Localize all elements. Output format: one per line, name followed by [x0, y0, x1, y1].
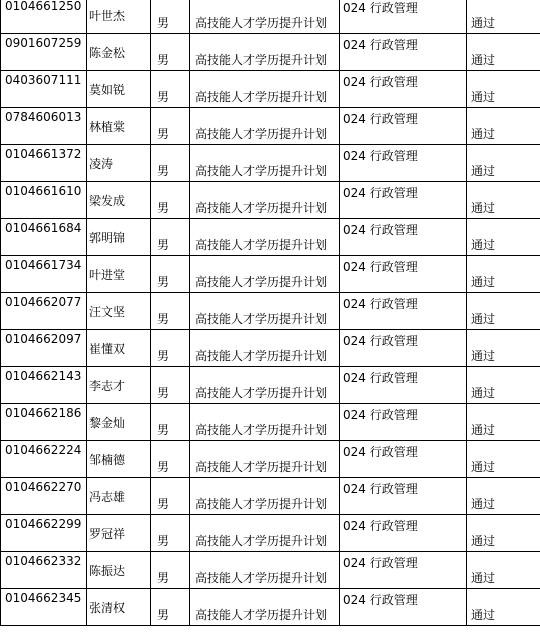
student-name-cell: 陈振达 [87, 552, 151, 589]
table-row [1, 145, 540, 182]
status-cell: 通过 [467, 441, 540, 478]
student-name-cell: 邹楠德 [87, 441, 151, 478]
status-cell: 通过 [467, 589, 540, 626]
gender-cell: 男 [151, 478, 190, 515]
major-cell: 024 行政管理 [340, 34, 467, 71]
plan-cell: 高技能人才学历提升计划 [190, 589, 340, 626]
plan-cell: 高技能人才学历提升计划 [190, 256, 340, 293]
major-cell: 024 行政管理 [340, 367, 467, 404]
student-id-cell: 0104662097 [1, 330, 87, 367]
table-row [1, 404, 540, 441]
gender-cell: 男 [151, 256, 190, 293]
table-row [1, 219, 540, 256]
student-id-cell: 0104661610 [1, 182, 87, 219]
status-cell: 通过 [467, 108, 540, 145]
status-cell: 通过 [467, 182, 540, 219]
gender-cell: 男 [151, 441, 190, 478]
student-name-cell: 冯志雄 [87, 478, 151, 515]
gender-cell: 男 [151, 108, 190, 145]
plan-cell: 高技能人才学历提升计划 [190, 478, 340, 515]
plan-cell: 高技能人才学历提升计划 [190, 441, 340, 478]
major-cell: 024 行政管理 [340, 182, 467, 219]
table-row [1, 0, 540, 34]
major-cell: 024 行政管理 [340, 293, 467, 330]
gender-cell: 男 [151, 367, 190, 404]
major-cell: 024 行政管理 [340, 71, 467, 108]
table-row [1, 441, 540, 478]
student-id-cell: 0104662143 [1, 367, 87, 404]
table-row [1, 552, 540, 589]
gender-cell: 男 [151, 0, 190, 34]
major-cell: 024 行政管理 [340, 478, 467, 515]
student-name-cell: 黎金灿 [87, 404, 151, 441]
student-name-cell: 梁发成 [87, 182, 151, 219]
gender-cell: 男 [151, 552, 190, 589]
student-id-cell: 0901607259 [1, 34, 87, 71]
plan-cell: 高技能人才学历提升计划 [190, 330, 340, 367]
student-id-cell: 0104661734 [1, 256, 87, 293]
plan-cell: 高技能人才学历提升计划 [190, 367, 340, 404]
student-name-cell: 陈金松 [87, 34, 151, 71]
student-id-cell: 0784606013 [1, 108, 87, 145]
student-id-cell: 0104662332 [1, 552, 87, 589]
major-cell: 024 行政管理 [340, 330, 467, 367]
status-cell: 通过 [467, 71, 540, 108]
gender-cell: 男 [151, 293, 190, 330]
table-row [1, 515, 540, 552]
gender-cell: 男 [151, 515, 190, 552]
student-name-cell: 崔懂双 [87, 330, 151, 367]
table-row [1, 71, 540, 108]
plan-cell: 高技能人才学历提升计划 [190, 145, 340, 182]
student-id-cell: 0104662224 [1, 441, 87, 478]
student-name-cell: 凌涛 [87, 145, 151, 182]
student-name-cell: 郭明锦 [87, 219, 151, 256]
status-cell: 通过 [467, 145, 540, 182]
student-id-cell: 0104662345 [1, 589, 87, 626]
plan-cell: 高技能人才学历提升计划 [190, 219, 340, 256]
major-cell: 024 行政管理 [340, 404, 467, 441]
student-id-cell: 0104661684 [1, 219, 87, 256]
table-row [1, 589, 540, 626]
plan-cell: 高技能人才学历提升计划 [190, 182, 340, 219]
gender-cell: 男 [151, 404, 190, 441]
major-cell: 024 行政管理 [340, 589, 467, 626]
gender-cell: 男 [151, 589, 190, 626]
plan-cell: 高技能人才学历提升计划 [190, 404, 340, 441]
status-cell: 通过 [467, 404, 540, 441]
status-cell: 通过 [467, 256, 540, 293]
status-cell: 通过 [467, 552, 540, 589]
roster-body [1, 0, 540, 626]
student-name-cell: 叶世杰 [87, 0, 151, 34]
table-row [1, 293, 540, 330]
status-cell: 通过 [467, 367, 540, 404]
gender-cell: 男 [151, 34, 190, 71]
gender-cell: 男 [151, 145, 190, 182]
plan-cell: 高技能人才学历提升计划 [190, 71, 340, 108]
plan-cell: 高技能人才学历提升计划 [190, 108, 340, 145]
major-cell: 024 行政管理 [340, 0, 467, 34]
plan-cell: 高技能人才学历提升计划 [190, 293, 340, 330]
student-name-cell: 莫如锐 [87, 71, 151, 108]
plan-cell: 高技能人才学历提升计划 [190, 515, 340, 552]
gender-cell: 男 [151, 330, 190, 367]
gender-cell: 男 [151, 182, 190, 219]
major-cell: 024 行政管理 [340, 108, 467, 145]
student-id-cell: 0104661250 [1, 0, 87, 34]
plan-cell: 高技能人才学历提升计划 [190, 0, 340, 34]
table-row [1, 330, 540, 367]
gender-cell: 男 [151, 71, 190, 108]
student-id-cell: 0403607111 [1, 71, 87, 108]
status-cell: 通过 [467, 219, 540, 256]
major-cell: 024 行政管理 [340, 145, 467, 182]
table-row [1, 182, 540, 219]
table-row [1, 367, 540, 404]
student-id-cell: 0104662186 [1, 404, 87, 441]
major-cell: 024 行政管理 [340, 552, 467, 589]
plan-cell: 高技能人才学历提升计划 [190, 34, 340, 71]
student-id-cell: 0104662270 [1, 478, 87, 515]
student-name-cell: 罗冠祥 [87, 515, 151, 552]
student-id-cell: 0104662077 [1, 293, 87, 330]
table-row [1, 34, 540, 71]
major-cell: 024 行政管理 [340, 515, 467, 552]
plan-cell: 高技能人才学历提升计划 [190, 552, 340, 589]
student-name-cell: 林植棠 [87, 108, 151, 145]
student-name-cell: 叶进堂 [87, 256, 151, 293]
status-cell: 通过 [467, 0, 540, 34]
table-row [1, 108, 540, 145]
gender-cell: 男 [151, 219, 190, 256]
major-cell: 024 行政管理 [340, 441, 467, 478]
table-row [1, 256, 540, 293]
status-cell: 通过 [467, 515, 540, 552]
student-name-cell: 张清权 [87, 589, 151, 626]
student-id-cell: 0104662299 [1, 515, 87, 552]
table-row [1, 478, 540, 515]
status-cell: 通过 [467, 478, 540, 515]
status-cell: 通过 [467, 330, 540, 367]
major-cell: 024 行政管理 [340, 256, 467, 293]
student-id-cell: 0104661372 [1, 145, 87, 182]
student-name-cell: 李志才 [87, 367, 151, 404]
status-cell: 通过 [467, 34, 540, 71]
status-cell: 通过 [467, 293, 540, 330]
student-name-cell: 汪文坚 [87, 293, 151, 330]
major-cell: 024 行政管理 [340, 219, 467, 256]
